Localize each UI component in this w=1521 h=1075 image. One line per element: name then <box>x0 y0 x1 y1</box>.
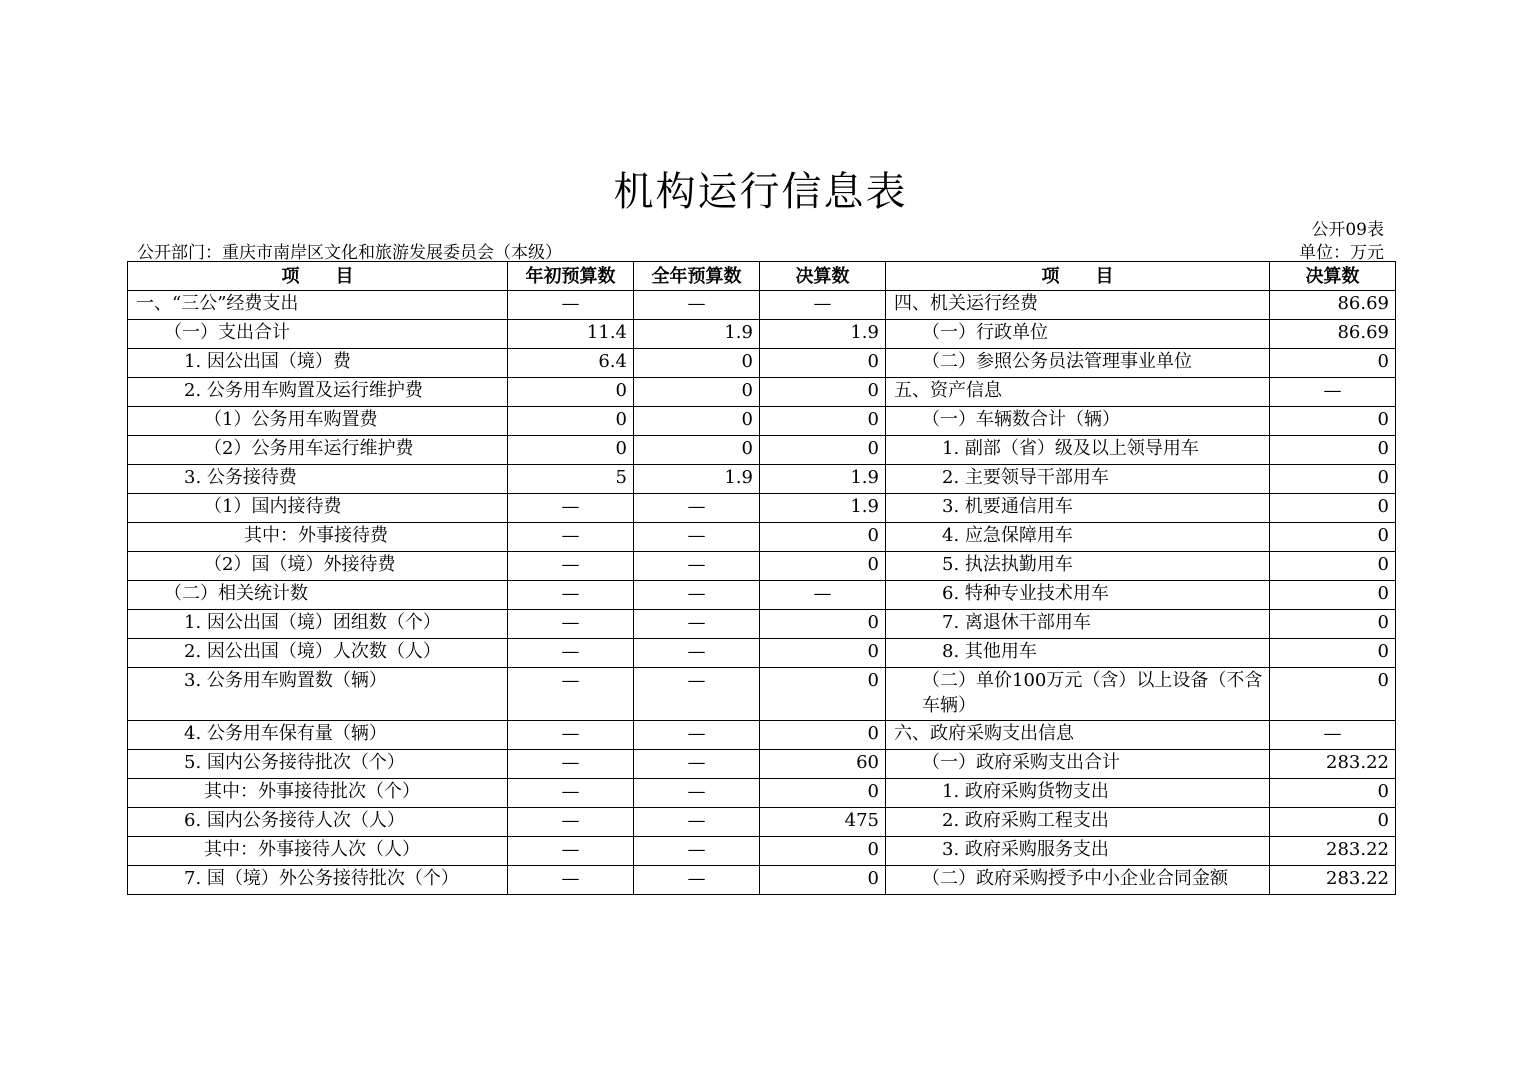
header-initial-budget: 年初预算数 <box>508 262 634 291</box>
final-amount-left: 0 <box>760 523 886 552</box>
full-year-budget: — <box>634 552 760 581</box>
table-row <box>128 378 1396 407</box>
initial-budget: 0 <box>508 436 634 465</box>
item-right: 2. 主要领导干部用车 <box>886 465 1270 494</box>
item-right: 3. 机要通信用车 <box>886 494 1270 523</box>
info-table <box>127 261 1396 895</box>
full-year-budget: 1.9 <box>634 465 760 494</box>
full-year-budget: — <box>634 866 760 895</box>
final-amount-left: 0 <box>760 721 886 750</box>
final-amount-right: 86.69 <box>1270 291 1396 320</box>
item-right: 2. 政府采购工程支出 <box>886 808 1270 837</box>
table-row <box>128 552 1396 581</box>
item-left: 1. 因公出国（境）团组数（个） <box>128 610 508 639</box>
item-left: 一、“三公”经费支出 <box>128 291 508 320</box>
table-row <box>128 523 1396 552</box>
table-row <box>128 320 1396 349</box>
final-amount-right: 0 <box>1270 639 1396 668</box>
initial-budget: — <box>508 639 634 668</box>
item-right: 5. 执法执勤用车 <box>886 552 1270 581</box>
initial-budget: — <box>508 523 634 552</box>
final-amount-right: 0 <box>1270 494 1396 523</box>
full-year-budget: 0 <box>634 436 760 465</box>
item-left: 5. 国内公务接待批次（个） <box>128 750 508 779</box>
full-year-budget: — <box>634 523 760 552</box>
initial-budget: 5 <box>508 465 634 494</box>
full-year-budget: — <box>634 808 760 837</box>
header-item-right: 项 目 <box>886 262 1270 291</box>
final-amount-right: 86.69 <box>1270 320 1396 349</box>
table-row <box>128 668 1396 721</box>
page-title: 机构运行信息表 <box>613 169 908 215</box>
table-row <box>128 866 1396 895</box>
full-year-budget: — <box>634 837 760 866</box>
initial-budget: 11.4 <box>508 320 634 349</box>
unit-label: 单位：万元 <box>1299 243 1384 263</box>
final-amount-left: 0 <box>760 378 886 407</box>
initial-budget: — <box>508 581 634 610</box>
initial-budget: — <box>508 779 634 808</box>
item-left: （2）国（境）外接待费 <box>128 552 508 581</box>
item-right: （一）政府采购支出合计 <box>886 750 1270 779</box>
table-row <box>128 465 1396 494</box>
initial-budget: 0 <box>508 407 634 436</box>
final-amount-right: — <box>1270 378 1396 407</box>
item-left: （一）支出合计 <box>128 320 508 349</box>
table-row <box>128 610 1396 639</box>
initial-budget: — <box>508 837 634 866</box>
initial-budget: — <box>508 552 634 581</box>
item-left: （1）公务用车购置费 <box>128 407 508 436</box>
full-year-budget: — <box>634 581 760 610</box>
table-row <box>128 349 1396 378</box>
final-amount-right: 0 <box>1270 436 1396 465</box>
final-amount-left: 475 <box>760 808 886 837</box>
table-row <box>128 291 1396 320</box>
final-amount-left: 0 <box>760 668 886 721</box>
item-left: 3. 公务用车购置数（辆） <box>128 668 508 721</box>
table-row <box>128 581 1396 610</box>
final-amount-left: 0 <box>760 436 886 465</box>
item-left: （2）公务用车运行维护费 <box>128 436 508 465</box>
final-amount-left: 0 <box>760 837 886 866</box>
full-year-budget: — <box>634 639 760 668</box>
final-amount-right: 0 <box>1270 523 1396 552</box>
table-row <box>128 837 1396 866</box>
item-left: 2. 因公出国（境）人次数（人） <box>128 639 508 668</box>
final-amount-left: 1.9 <box>760 320 886 349</box>
final-amount-right: 283.22 <box>1270 750 1396 779</box>
item-left: 其中：外事接待人次（人） <box>128 837 508 866</box>
initial-budget: — <box>508 291 634 320</box>
final-amount-left: 0 <box>760 866 886 895</box>
final-amount-right: 0 <box>1270 779 1396 808</box>
table-row <box>128 779 1396 808</box>
final-amount-left: 0 <box>760 552 886 581</box>
item-right: 六、政府采购支出信息 <box>886 721 1270 750</box>
final-amount-left: 0 <box>760 407 886 436</box>
full-year-budget: — <box>634 494 760 523</box>
final-amount-right: 0 <box>1270 407 1396 436</box>
table-row <box>128 639 1396 668</box>
item-right: 4. 应急保障用车 <box>886 523 1270 552</box>
header-final-right: 决算数 <box>1270 262 1396 291</box>
final-amount-left: 0 <box>760 779 886 808</box>
full-year-budget: 0 <box>634 349 760 378</box>
item-right: （二）政府采购授予中小企业合同金额 <box>886 866 1270 895</box>
table-row <box>128 436 1396 465</box>
item-right: （二）参照公务员法管理事业单位 <box>886 349 1270 378</box>
initial-budget: 0 <box>508 378 634 407</box>
item-right: 四、机关运行经费 <box>886 291 1270 320</box>
final-amount-left: 60 <box>760 750 886 779</box>
full-year-budget: — <box>634 779 760 808</box>
table-row <box>128 750 1396 779</box>
department-label: 公开部门：重庆市南岸区文化和旅游发展委员会（本级） <box>137 243 562 263</box>
initial-budget: 6.4 <box>508 349 634 378</box>
item-left: 其中：外事接待批次（个） <box>128 779 508 808</box>
final-amount-left: 1.9 <box>760 494 886 523</box>
initial-budget: — <box>508 808 634 837</box>
item-right: 3. 政府采购服务支出 <box>886 837 1270 866</box>
final-amount-right: 0 <box>1270 808 1396 837</box>
full-year-budget: 0 <box>634 378 760 407</box>
header-item-left: 项 目 <box>128 262 508 291</box>
initial-budget: — <box>508 494 634 523</box>
final-amount-right: 0 <box>1270 465 1396 494</box>
item-left: 6. 国内公务接待人次（人） <box>128 808 508 837</box>
initial-budget: — <box>508 866 634 895</box>
table-row <box>128 721 1396 750</box>
table-row <box>128 494 1396 523</box>
item-left: 4. 公务用车保有量（辆） <box>128 721 508 750</box>
final-amount-left: 0 <box>760 610 886 639</box>
final-amount-right: 0 <box>1270 668 1396 721</box>
final-amount-left: 0 <box>760 349 886 378</box>
table-header-row <box>128 262 1396 291</box>
table-row <box>128 407 1396 436</box>
item-left: 1. 因公出国（境）费 <box>128 349 508 378</box>
header-final-left: 决算数 <box>760 262 886 291</box>
item-right: 1. 副部（省）级及以上领导用车 <box>886 436 1270 465</box>
initial-budget: — <box>508 750 634 779</box>
full-year-budget: — <box>634 291 760 320</box>
final-amount-left: — <box>760 291 886 320</box>
item-right: （一）车辆数合计（辆） <box>886 407 1270 436</box>
final-amount-left: 0 <box>760 639 886 668</box>
final-amount-right: 0 <box>1270 552 1396 581</box>
final-amount-left: — <box>760 581 886 610</box>
final-amount-left: 1.9 <box>760 465 886 494</box>
final-amount-right: 283.22 <box>1270 837 1396 866</box>
final-amount-right: 283.22 <box>1270 866 1396 895</box>
table-code: 公开09表 <box>1311 220 1384 240</box>
full-year-budget: 0 <box>634 407 760 436</box>
full-year-budget: — <box>634 610 760 639</box>
final-amount-right: — <box>1270 721 1396 750</box>
item-right: 五、资产信息 <box>886 378 1270 407</box>
final-amount-right: 0 <box>1270 349 1396 378</box>
item-right: 6. 特种专业技术用车 <box>886 581 1270 610</box>
final-amount-right: 0 <box>1270 610 1396 639</box>
initial-budget: — <box>508 721 634 750</box>
item-right: （二）单价100万元（含）以上设备（不含车辆） <box>886 668 1270 721</box>
full-year-budget: 1.9 <box>634 320 760 349</box>
item-right: 8. 其他用车 <box>886 639 1270 668</box>
header-full-year-budget: 全年预算数 <box>634 262 760 291</box>
item-right: （一）行政单位 <box>886 320 1270 349</box>
full-year-budget: — <box>634 668 760 721</box>
item-right: 7. 离退休干部用车 <box>886 610 1270 639</box>
full-year-budget: — <box>634 721 760 750</box>
initial-budget: — <box>508 668 634 721</box>
initial-budget: — <box>508 610 634 639</box>
item-left: 3. 公务接待费 <box>128 465 508 494</box>
table-row <box>128 808 1396 837</box>
item-left: （二）相关统计数 <box>128 581 508 610</box>
final-amount-right: 0 <box>1270 581 1396 610</box>
item-left: 2. 公务用车购置及运行维护费 <box>128 378 508 407</box>
item-left: 7. 国（境）外公务接待批次（个） <box>128 866 508 895</box>
item-left: （1）国内接待费 <box>128 494 508 523</box>
item-left: 其中：外事接待费 <box>128 523 508 552</box>
item-right: 1. 政府采购货物支出 <box>886 779 1270 808</box>
full-year-budget: — <box>634 750 760 779</box>
